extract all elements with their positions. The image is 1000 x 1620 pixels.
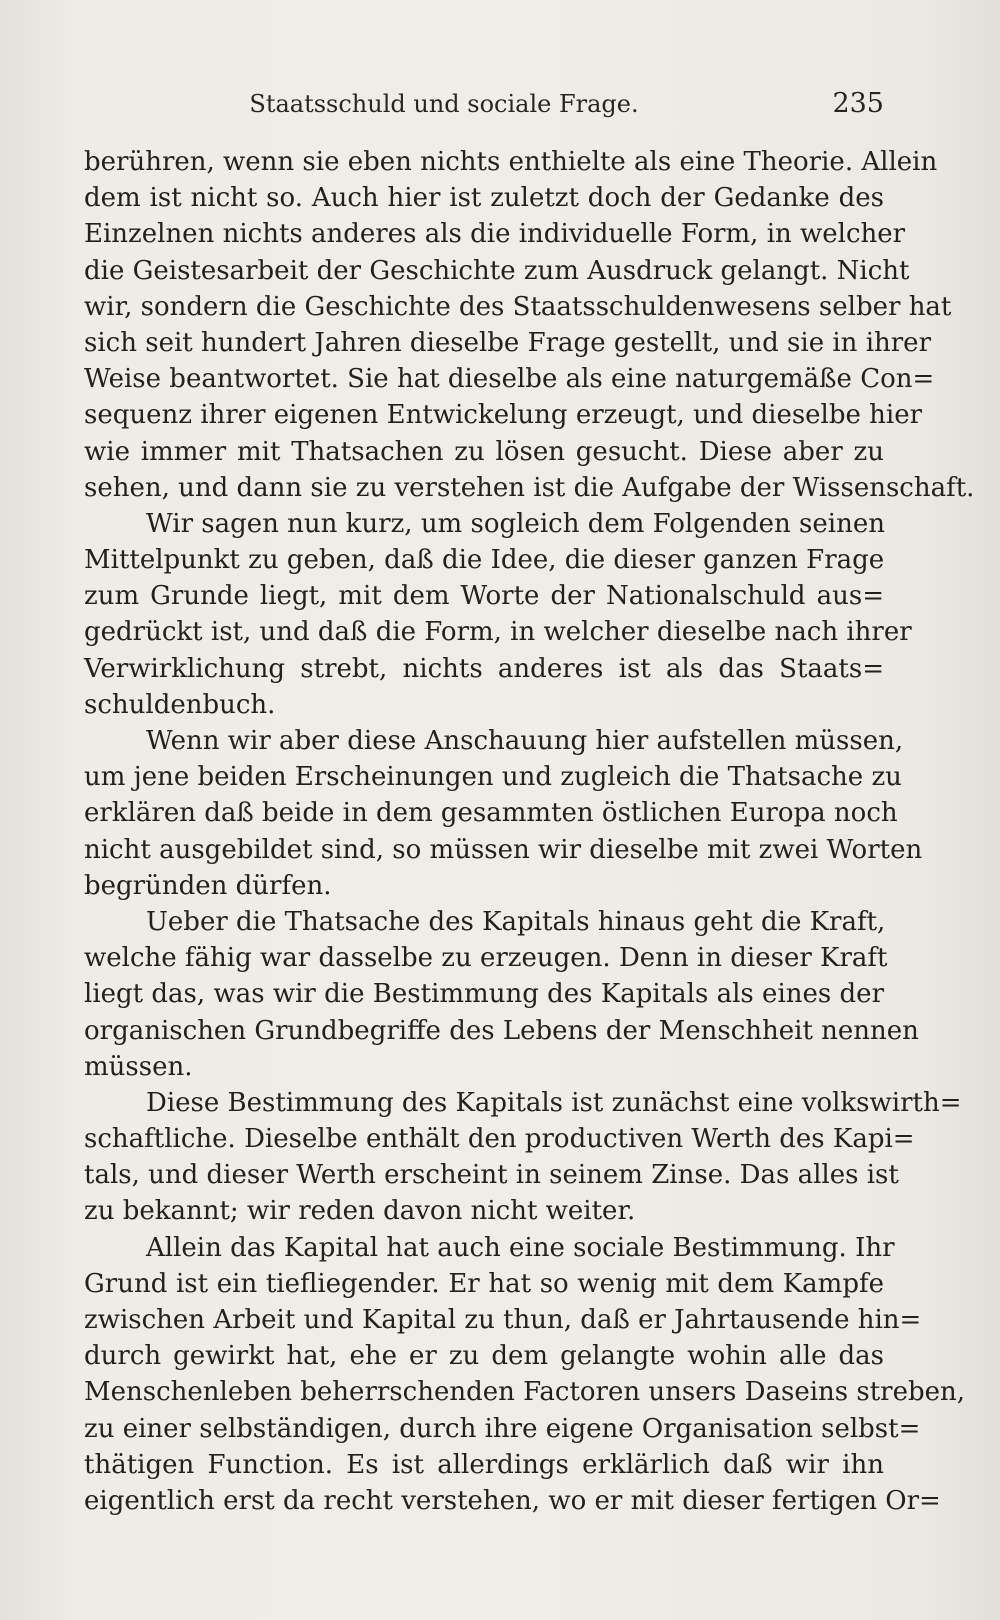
text-line: Verwirklichung strebt, nichts anderes ist als das Staats= <box>84 653 884 684</box>
text-line: liegt das, was wir die Bestimmung des Kapitals als eines der <box>84 979 884 1010</box>
body-text <box>84 144 975 1519</box>
text-line: sequenz ihrer eigenen Entwickelung erzeugt, und dieselbe hier <box>84 400 923 431</box>
text-line: tals, und dieser Werth erscheint in seinem Zinse. Das alles ist <box>84 1160 899 1191</box>
text-line: zwischen Arbeit und Kapital zu thun, daß er Jahrtausende hin= <box>84 1305 922 1335</box>
text-line: Allein das Kapital hat auch eine sociale Bestimmung. Ihr <box>146 1232 895 1263</box>
text-line: Diese Bestimmung des Kapitals ist zunächst eine volkswirth= <box>146 1087 962 1118</box>
text-line: Wenn wir aber diese Anschauung hier aufstellen müssen, <box>146 726 904 756</box>
text-line: organischen Grundbegriffe des Lebens der Menschheit nennen <box>84 1015 919 1046</box>
text-line: die Geistesarbeit der Geschichte zum Ausdruck gelangt. Nicht <box>84 255 910 286</box>
text-line: thätigen Function. Es ist allerdings erklärlich daß wir ihn <box>84 1449 884 1480</box>
text-line: um jene beiden Erscheinungen und zugleich die Thatsache zu <box>84 762 902 793</box>
text-line: zu bekannt; wir reden davon nicht weiter. <box>84 1196 636 1227</box>
text-line: wie immer mit Thatsachen zu lösen gesucht. Diese aber zu <box>84 436 884 467</box>
text-line: durch gewirkt hat, ehe er zu dem gelangte wohin alle das <box>84 1341 884 1372</box>
text-line: Weise beantwortet. Sie hat dieselbe als eine naturgemäße Con= <box>84 364 935 395</box>
text-line: zum Grunde liegt, mit dem Worte der Nationalschuld aus= <box>84 581 884 612</box>
text-line: begründen dürfen. <box>84 870 332 901</box>
text-line: gedrückt ist, und daß die Form, in welcher dieselbe nach ihrer <box>84 617 912 648</box>
text-line: zu einer selbständigen, durch ihre eigene Organisation selbst= <box>84 1413 921 1444</box>
page-number: 235 <box>832 88 884 119</box>
text-line: müssen. <box>84 1051 193 1082</box>
running-title: Staatsschuld und sociale Frage. <box>249 90 639 118</box>
text-line: schaftliche. Dieselbe enthält den productiven Werth des Kapi= <box>84 1124 915 1155</box>
text-line: Mittelpunkt zu geben, daß die Idee, die dieser ganzen Frage <box>84 545 885 576</box>
text-line: nicht ausgebildet sind, so müssen wir dieselbe mit zwei Worten <box>84 834 923 865</box>
text-line: erklären daß beide in dem gesammten östlichen Europa noch <box>84 798 898 829</box>
text-line: berühren, wenn sie eben nichts enthielte als eine Theorie. Allein <box>84 147 938 177</box>
running-head <box>84 86 884 122</box>
text-line: Ueber die Thatsache des Kapitals hinaus geht die Kraft, <box>146 906 886 937</box>
text-line: wir, sondern die Geschichte des Staatsschuldenwesens selber hat <box>84 291 952 322</box>
text-line: sich seit hundert Jahren dieselbe Frage gestellt, und sie in ihrer <box>84 327 931 358</box>
text-line: Grund ist ein tiefliegender. Er hat so wenig mit dem Kampfe <box>84 1268 884 1299</box>
text-line: Wir sagen nun kurz, um sogleich dem Folgenden seinen <box>146 508 885 539</box>
text-line: sehen, und dann sie zu verstehen ist die Aufgabe der Wissenschaft. <box>84 472 975 503</box>
text-line: dem ist nicht so. Auch hier ist zuletzt doch der Gedanke des <box>84 183 884 214</box>
text-line: Menschenleben beherrschenden Factoren unsers Daseins streben, <box>84 1377 966 1408</box>
text-line: welche fähig war dasselbe zu erzeugen. Denn in dieser Kraft <box>84 943 888 974</box>
text-line: schuldenbuch. <box>84 689 276 720</box>
text-line: Einzelnen nichts anderes als die individuelle Form, in welcher <box>84 219 906 250</box>
text-line: eigentlich erst da recht verstehen, wo er mit dieser fertigen Or= <box>84 1485 941 1516</box>
